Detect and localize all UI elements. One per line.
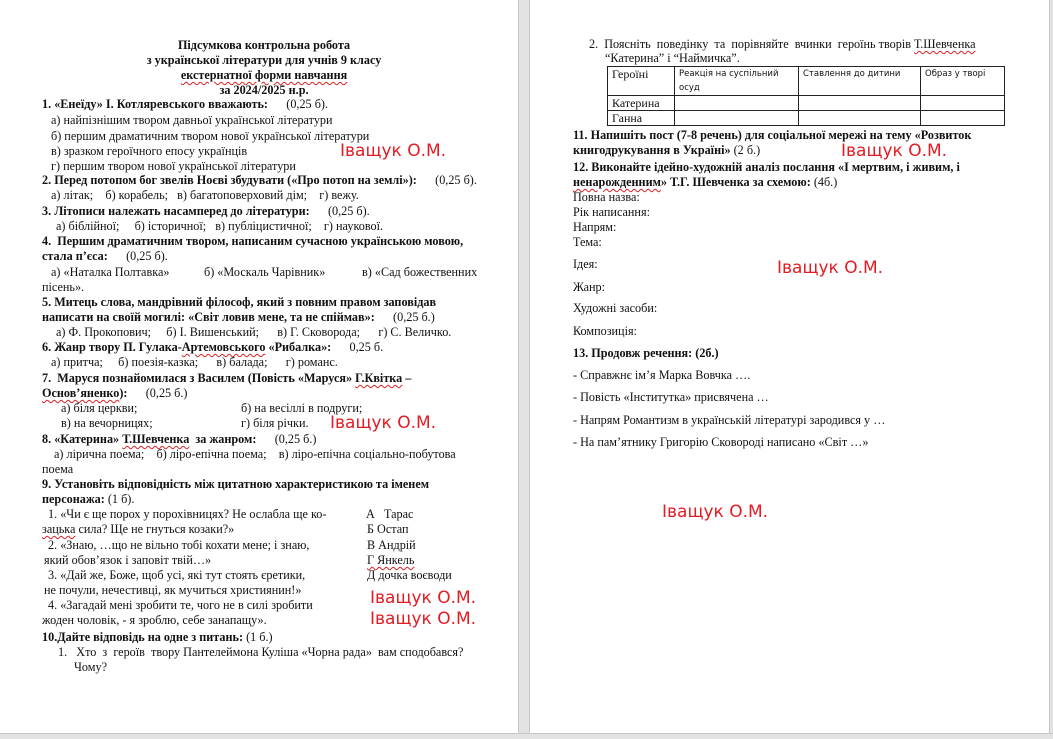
q4-prompt-line-2	[42, 249, 168, 264]
q6-text-a: 6. Жанр твору П. Гулака-	[42, 340, 182, 354]
q10-item-2-text: 2. Поясніть поведінку та порівняйте вчинки героїнь творів	[589, 37, 915, 51]
q12-field-year: Рік написання:	[573, 205, 650, 219]
table-cell[interactable]	[675, 111, 799, 126]
q7-option-b: б) на весіллі в подруги;	[241, 401, 363, 415]
q4-text: стала п’єса:	[42, 249, 108, 263]
table-cell[interactable]	[675, 96, 799, 111]
q5-options: а) Ф. Прокопович; б) І. Вишенський; в) Г. Сковорода; г) С. Величко.	[56, 325, 452, 339]
q12-prompt-line-2	[573, 175, 837, 190]
watermark: Іващук О.М.	[777, 258, 884, 278]
q12-field-theme: Тема:	[573, 235, 602, 249]
q9-quote-1: 1. «Чи є ще порох у порохівницях? Не ослабла ще ко-	[48, 507, 327, 521]
q9-name-d	[367, 553, 414, 568]
q10-item-1-cont: Чому?	[74, 660, 107, 674]
q9-quote-4: 4. «Загадай мені зробити те, чого не в силі зробити	[48, 598, 313, 612]
watermark: Іващук О.М.	[662, 502, 769, 522]
q11-points: (2 б.)	[733, 143, 761, 157]
q4-points: (0,25 б).	[126, 249, 168, 263]
q5-points: (0,25 б.)	[393, 310, 435, 324]
q10-text: 10.Дайте відповідь на одне з питань:	[42, 630, 244, 644]
table-row	[608, 96, 1005, 111]
q11-prompt-line-1: 11. Напишіть пост (7-8 речень) для соціальної мережі на тему «Розвиток	[573, 128, 972, 142]
q10-points: (1 б.)	[246, 630, 273, 644]
q10-item-2-author: Т.Шевченка	[914, 37, 976, 51]
q12-field-genre: Жанр:	[573, 280, 606, 294]
q13-item: - Справжнє ім’я Марка Вовчка ….	[573, 368, 751, 382]
q6-text-c: «Рибалка»:	[265, 340, 332, 354]
q1-option-b: б) першим драматичним твором нової української літератури	[51, 129, 370, 143]
q12-field-devices: Художні засоби:	[573, 301, 658, 315]
q13-prompt: 13. Продовж речення: (2б.)	[573, 346, 719, 360]
title-line-1: Підсумкова контрольна робота	[177, 38, 351, 52]
q10-item-1: 1. Хто з героїв твору Пантелеймона Куліша «Чорна рада» вам сподобався?	[58, 645, 464, 659]
q1-option-d: г) першим твором нової української літератури	[51, 159, 296, 173]
table-row	[608, 111, 1005, 126]
q9-quote-1-word: зацька	[42, 522, 76, 536]
table-cell: Катерина	[608, 96, 675, 111]
q6-options: а) притча; б) поезія-казка; в) балада; г) романс.	[51, 355, 338, 369]
q8-points: (0,25 б.)	[274, 432, 317, 446]
document-page-2	[531, 0, 1049, 733]
title-line-3-text: екстернатної форми навчання	[180, 68, 348, 82]
q7-text-d: Основ’яненко	[42, 386, 120, 400]
q9-points: (1 б).	[107, 492, 135, 506]
q9-quote-1-rest: сила? Ще не гнуться козаки?»	[75, 522, 235, 536]
q3-prompt	[42, 204, 370, 219]
page-edge	[1049, 0, 1053, 739]
q12-prompt-line-1: 12. Виконайте ідейно-художній аналіз послання «І мертвим, і живим, і	[573, 160, 960, 174]
q4-option-a: а) «Наталка Полтавка»	[51, 265, 170, 279]
q7-text-a: 7. Маруся познайомилася з Василем (Повість «Маруся»	[42, 371, 356, 385]
q2-text: 2. Перед потопом бог звелів Ноєві збудувати («Про потоп на землі»):	[42, 173, 417, 187]
table-cell[interactable]	[921, 96, 1005, 111]
table-header-cell: Реакція на суспільний осуд	[675, 67, 799, 96]
q4-option-c: в) «Сад божественних	[362, 265, 478, 279]
title-line-3	[0, 68, 518, 83]
q1-option-c: в) зразком героїчного епосу українців	[51, 144, 248, 158]
q9-quote-3: 3. «Дай же, Боже, щоб усі, які тут стоять єретики,	[48, 568, 306, 582]
table-cell[interactable]	[799, 96, 921, 111]
table-header-cell: Образ у творі	[921, 67, 1005, 96]
q12-text-b: » Т.Г. Шевченка за схемою:	[660, 175, 811, 189]
q8-text-b: Т.Шевченка	[122, 432, 190, 446]
q12-field-idea: Ідея:	[573, 257, 598, 271]
q1-text: 1. «Енеїду» І. Котляревського вважають:	[42, 97, 268, 111]
title-line-2: з української літератури для учнів 9 класу	[146, 53, 382, 67]
q11-text: книгодрукування в Україні»	[573, 143, 731, 157]
q9-name-d-text: Г Янкель	[367, 553, 415, 567]
page-bottom-edge	[0, 733, 1053, 739]
q9-name-c: В Андрій	[367, 538, 416, 552]
q2-options: а) літак; б) корабель; в) багатоповерховий дім; г) вежу.	[51, 188, 359, 202]
q5-prompt-line-1: 5. Митець слова, мандрівний філософ, який з повним правом заповідав	[42, 295, 437, 309]
document-page-1	[0, 0, 518, 733]
q1-option-a: а) найпізнішим твором давньої української літератури	[51, 113, 333, 127]
q5-prompt-line-2	[42, 310, 435, 325]
q9-quote-1-cont	[42, 522, 234, 537]
watermark: Іващук О.М.	[370, 609, 477, 629]
q2-points: (0,25 б).	[435, 173, 477, 187]
table-header-cell: Героїні	[608, 67, 675, 96]
q6-points: 0,25 б.	[349, 340, 384, 354]
watermark: Іващук О.М.	[370, 588, 477, 608]
q2-prompt	[42, 173, 477, 188]
q6-prompt	[42, 340, 383, 355]
q9-name-e: Д дочка воєводи	[367, 568, 452, 582]
q7-option-d: г) біля річки.	[241, 416, 309, 430]
q9-quote-2: 2. «Знаю, …що не вільно тобі кохати мене; і знаю,	[48, 538, 310, 552]
q7-prompt-line-1	[42, 371, 411, 386]
title-line-4: за 2024/2025 н.р.	[219, 83, 309, 97]
q12-field-composition: Композиція:	[573, 324, 637, 338]
watermark: Іващук О.М.	[340, 141, 447, 161]
q13-item: - Напрям Романтизм в українській літературі зародився у …	[573, 413, 886, 427]
heroines-table	[607, 66, 1005, 126]
q4-option-c-cont: пісень».	[42, 280, 85, 294]
q6-text-b: Артемовського	[181, 340, 266, 354]
q8-options-cont: поема	[42, 462, 74, 476]
q8-options: а) лірична поема; б) ліро-епічна поема; в) ліро-епічна соціально-побутова	[54, 447, 456, 461]
table-cell: Ганна	[608, 111, 675, 126]
q7-option-a: а) біля церкви;	[61, 401, 138, 415]
q12-field-movement: Напрям:	[573, 220, 617, 234]
q5-text: написати на своїй могилі: «Світ ловив мене, та не спіймав»:	[42, 310, 375, 324]
q7-text-b: Г.Квітка	[355, 371, 403, 385]
q7-text-e: ):	[119, 386, 128, 400]
q3-text: 3. Літописи належать насамперед до літератури:	[42, 204, 310, 218]
watermark: Іващук О.М.	[841, 141, 948, 161]
q9-prompt-line-1: 9. Установіть відповідність між цитатною характеристикою та іменем	[42, 477, 430, 491]
q8-prompt	[42, 432, 316, 447]
q3-options: а) біблійної; б) історичної; в) публіцистичної; г) наукової.	[56, 219, 384, 233]
table-header-row	[608, 67, 1005, 96]
table-header-cell: Ставлення до дитини	[799, 67, 921, 96]
q13-item: - Повість «Інститутка» присвячена …	[573, 390, 769, 404]
q9-name-a: А Тарас	[366, 507, 414, 521]
q12-points: (4б.)	[813, 175, 838, 189]
q4-option-b: б) «Москаль Чарівник»	[204, 265, 326, 279]
q7-points: (0,25 б.)	[145, 386, 188, 400]
q10-item-2-cont: “Катерина” і “Наймичка”.	[605, 51, 740, 65]
q7-prompt-line-2	[42, 386, 188, 401]
q1-points: (0,25 б).	[286, 97, 329, 111]
q8-text-a: 8. «Катерина»	[42, 432, 123, 446]
q3-points: (0,25 б).	[327, 204, 370, 218]
q11-prompt-line-2	[573, 143, 760, 158]
q9-prompt-line-2	[42, 492, 134, 507]
q9-quote-4-cont: жоден чоловік, - я зроблю, себе занапащу».	[42, 613, 267, 627]
q8-text-c: за жанром:	[189, 432, 257, 446]
table-cell[interactable]	[921, 111, 1005, 126]
q9-text: персонажа:	[42, 492, 105, 506]
q7-text-c: –	[402, 371, 412, 385]
page-gap	[518, 0, 530, 739]
q12-text-a: ненарожденним	[573, 175, 661, 189]
q9-quote-2-cont: який обов’язок і заповіт твій…»	[44, 553, 212, 567]
q1-prompt	[42, 97, 328, 112]
q4-prompt-line-1: 4. Першим драматичним твором, написаним сучасною українською мовою,	[42, 234, 464, 248]
q9-name-b: Б Остап	[367, 522, 409, 536]
q13-item: - На пам’ятнику Григорію Сковороді написано «Світ …»	[573, 435, 869, 449]
q7-option-c: в) на вечорницях;	[61, 416, 153, 430]
table-cell[interactable]	[799, 111, 921, 126]
q12-field-full-name: Повна назва:	[573, 190, 640, 204]
q9-quote-3-cont: не почули, нечестивці, як мучиться християнин!»	[44, 583, 302, 597]
q10-item-2	[589, 37, 976, 52]
watermark: Іващук О.М.	[330, 413, 437, 433]
q10-prompt	[42, 630, 273, 645]
